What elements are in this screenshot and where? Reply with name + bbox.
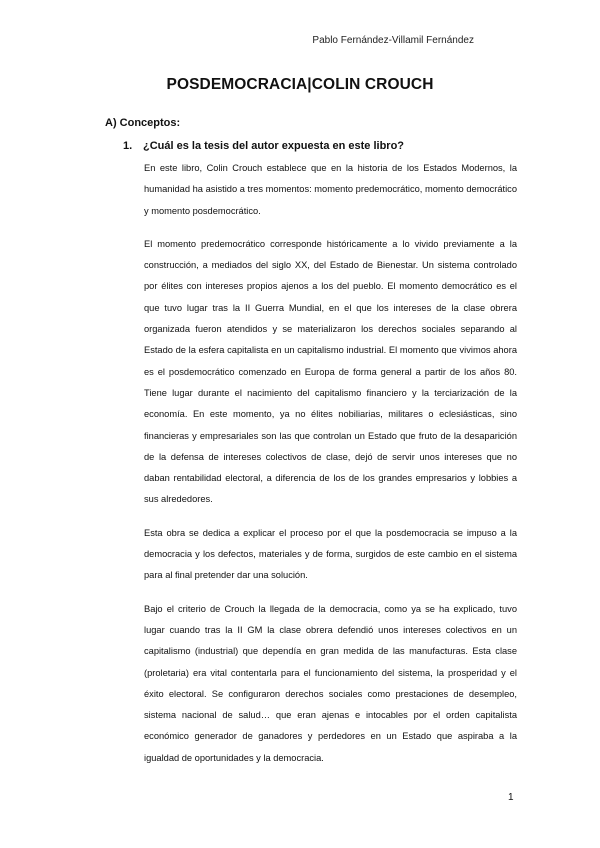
section-heading: A) Conceptos: xyxy=(105,117,181,129)
question-number: 1. xyxy=(123,140,133,152)
body-text xyxy=(144,158,517,781)
page-title: POSDEMOCRACIA|COLIN CROUCH xyxy=(166,76,434,93)
paragraph: Bajo el criterio de Crouch la llegada de la democracia, como ya se ha explicado, tuvo lugar cuando tras la II GM la clase obrera defendió unos intereses colectivos en un capitalismo (industrial) que dependía en gran medida de las manufacturas. Esta clase (proletaria) era vital contentarla para el funcionamiento del sistema, la prosperidad y el éxito electoral. Se configuraron derechos sociales como prestaciones de desempleo, sistema nacional de salud… que eran ajenas e intocables por el orden capitalista económico generador de ganadores y perdedores en un Estado que aspiraba a la igualdad de oportunidades y la democracia. xyxy=(144,603,517,763)
paragraph: El momento predemocrático corresponde históricamente a lo vivido previamente a la construcción, a mediados del siglo XX, del Estado de Bienestar. Un sistema controlado por élites con intereses propios ajenos a los del pueblo. El momento democrático es el que tuvo lugar tras la II Guerra Mundial, en el que los intereses de la clase obrera organizada fueron atendidos y se materializaron los derechos sociales separando al Estado de la esfera capitalista en un capitalismo industrial. El momento que vivimos ahora es el posdemocrático comenzado en Europa de forma general a partir de los años 80. Tiene lugar durante el nacimiento del capitalismo financiero y la terciarización de la economía. En este momento, ya no élites nobiliarias, militares o eclesiásticas, sino financieras y empresariales son las que controlan un Estado que fruto de la desaparición de la defensa de intereses colectivos de clase, dejó de servir unos intereses que no daban rentabilidad electoral, a diferencia de los de los grandes empresarios y lobbies a sus alrededores. xyxy=(144,238,517,505)
page-number: 1 xyxy=(508,792,514,803)
header-author: Pablo Fernández-Villamil Fernández xyxy=(312,35,474,46)
question-text: ¿Cuál es la tesis del autor expuesta en este libro? xyxy=(143,140,405,152)
question-heading xyxy=(123,140,404,152)
paragraph: En este libro, Colin Crouch establece que en la historia de los Estados Modernos, la humanidad ha asistido a tres momentos: momento predemocrático, momento democrático y momento posdemocrático. xyxy=(144,163,517,216)
paragraph: Esta obra se dedica a explicar el proceso por el que la posdemocracia se impuso a la democracia y los defectos, materiales y de forma, surgidos de este cambio en el sistema para al final pretender dar una solución. xyxy=(144,527,517,581)
